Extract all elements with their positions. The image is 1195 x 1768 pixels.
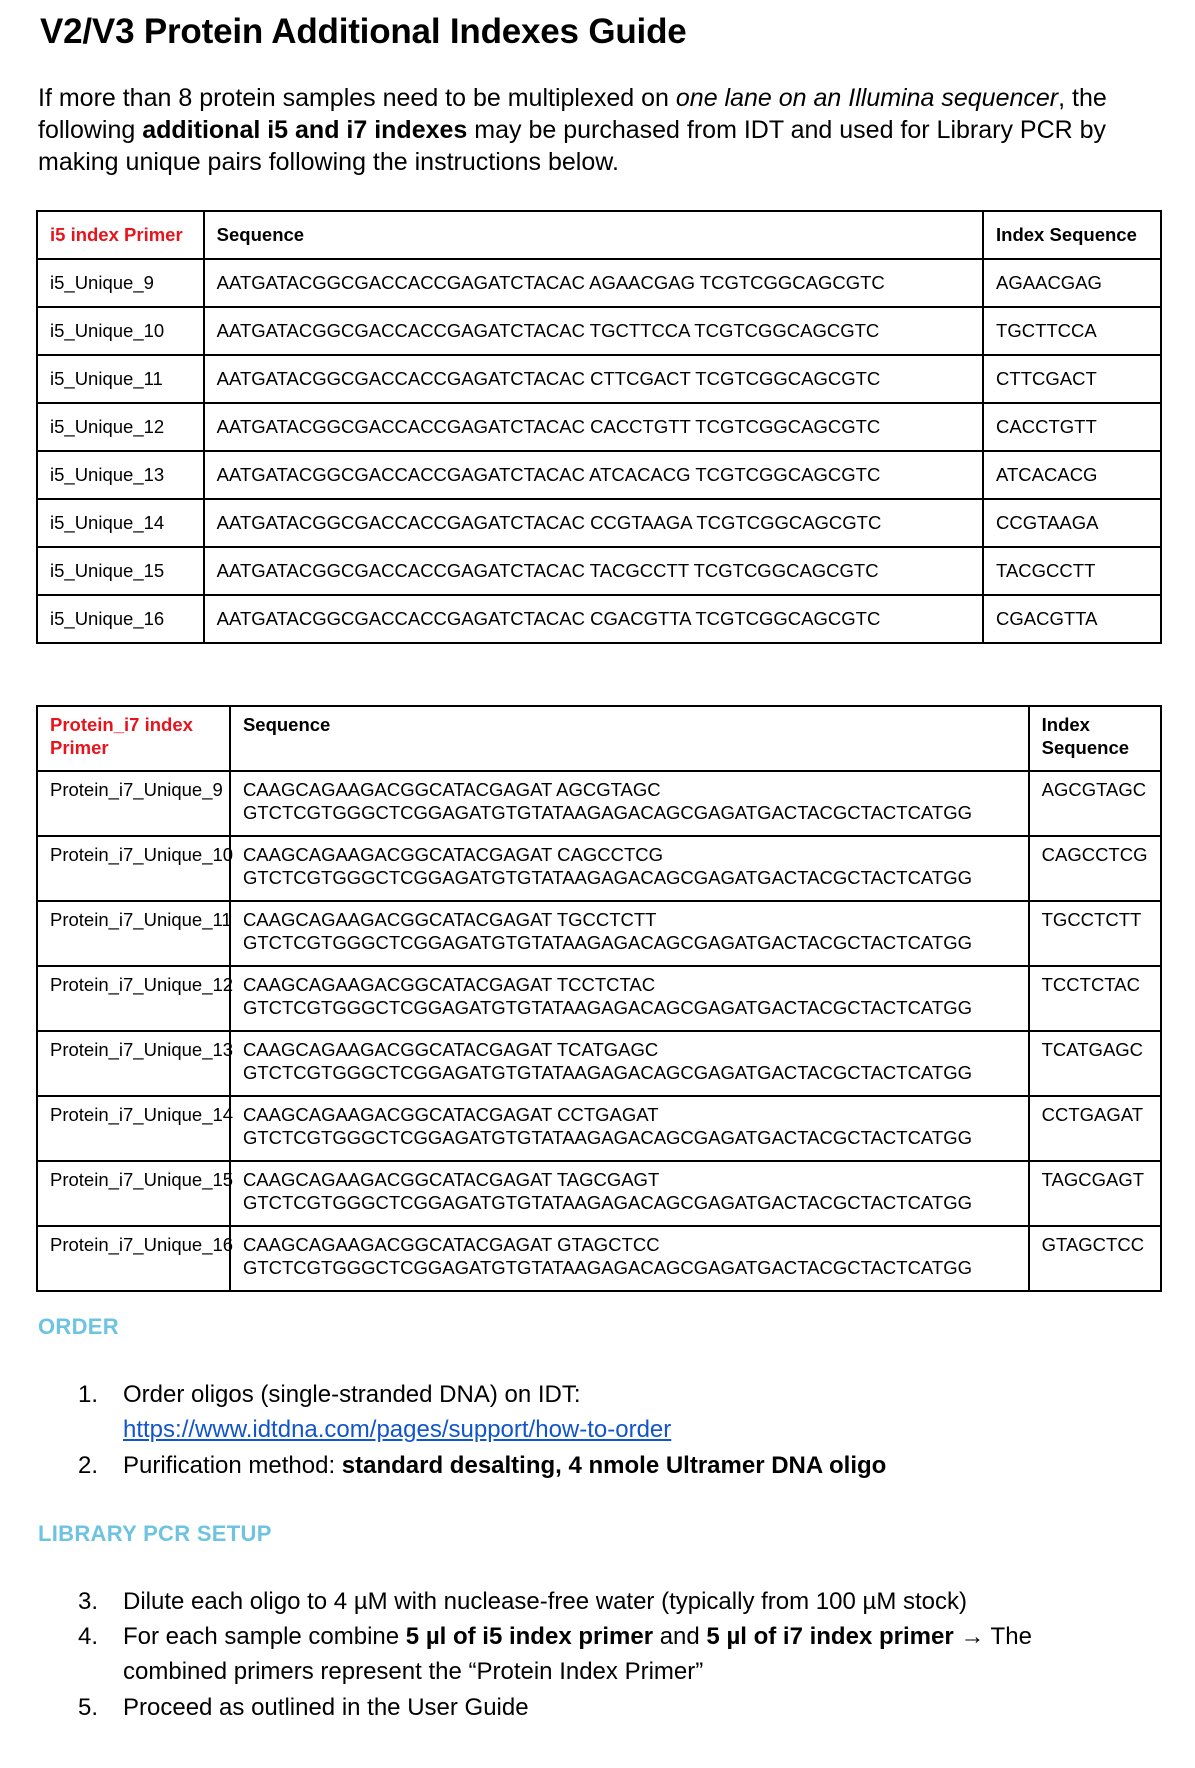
i7-index-table bbox=[36, 705, 1162, 1292]
table-row bbox=[37, 547, 1161, 595]
cell-sequence: AATGATACGGCGACCACCGAGATCTACAC CTTCGACT TCGTCGGCAGCGTC bbox=[204, 355, 983, 403]
table-row bbox=[37, 836, 1161, 901]
cell-index-sequence: TAGCGAGT bbox=[1029, 1161, 1161, 1226]
cell-primer-name: Protein_i7_Unique_12 bbox=[37, 966, 230, 1031]
col-header-primer: Protein_i7 index Primer bbox=[37, 706, 230, 771]
cell-primer-name: Protein_i7_Unique_13 bbox=[37, 1031, 230, 1096]
step-number: 3. bbox=[78, 1588, 99, 1615]
table-row bbox=[37, 355, 1161, 403]
step-text: Dilute each oligo to 4 µM with nuclease-free water (typically from 100 µM stock) bbox=[123, 1588, 967, 1615]
step-number: 1. bbox=[78, 1381, 99, 1408]
cell-index-sequence: CGACGTTA bbox=[983, 595, 1161, 643]
intro-bold: additional i5 and i7 indexes bbox=[142, 116, 468, 144]
cell-primer-name: i5_Unique_11 bbox=[37, 355, 204, 403]
table-row bbox=[37, 1096, 1161, 1161]
cell-index-sequence: TGCCTCTT bbox=[1029, 901, 1161, 966]
cell-primer-name: Protein_i7_Unique_9 bbox=[37, 771, 230, 836]
table-row bbox=[37, 451, 1161, 499]
col-header-sequence: Sequence bbox=[230, 706, 1029, 771]
table-row bbox=[37, 307, 1161, 355]
cell-primer-name: Protein_i7_Unique_16 bbox=[37, 1226, 230, 1291]
step-text bbox=[123, 1448, 1123, 1483]
cell-primer-name: Protein_i7_Unique_14 bbox=[37, 1096, 230, 1161]
cell-primer-name: i5_Unique_14 bbox=[37, 499, 204, 547]
order-heading: ORDER bbox=[38, 1314, 119, 1339]
step-text-plain: → The combined primers represent the “Protein Index Primer” bbox=[123, 1623, 1032, 1685]
step-text: Proceed as outlined in the User Guide bbox=[123, 1694, 529, 1721]
table-row bbox=[37, 771, 1161, 836]
table-row bbox=[37, 1226, 1161, 1291]
cell-sequence: CAAGCAGAAGACGGCATACGAGAT TCCTCTAC GTCTCGTGGGCTCGGAGATGTGTATAAGAGACAGCGAGATGACTACGCTACTCATGG bbox=[230, 966, 1029, 1031]
library-pcr-heading: LIBRARY PCR SETUP bbox=[38, 1521, 272, 1546]
cell-primer-name: i5_Unique_9 bbox=[37, 259, 204, 307]
cell-primer-name: Protein_i7_Unique_11 bbox=[37, 901, 230, 966]
cell-index-sequence: AGAACGAG bbox=[983, 259, 1161, 307]
cell-index-sequence: CCGTAAGA bbox=[983, 499, 1161, 547]
cell-primer-name: i5_Unique_13 bbox=[37, 451, 204, 499]
cell-index-sequence: TACGCCTT bbox=[983, 547, 1161, 595]
cell-index-sequence: CCTGAGAT bbox=[1029, 1096, 1161, 1161]
step-text bbox=[123, 1619, 1043, 1689]
cell-index-sequence: GTAGCTCC bbox=[1029, 1226, 1161, 1291]
table-row bbox=[37, 901, 1161, 966]
intro-paragraph bbox=[38, 82, 1168, 178]
step-number: 4. bbox=[78, 1623, 99, 1650]
cell-sequence: CAAGCAGAAGACGGCATACGAGAT TCATGAGC GTCTCGTGGGCTCGGAGATGTGTATAAGAGACAGCGAGATGACTACGCTACTCATGG bbox=[230, 1031, 1029, 1096]
intro-emphasis: one lane on an Illumina sequencer bbox=[675, 84, 1059, 112]
step-text-bold: standard desalting, 4 nmole Ultramer DNA oligo bbox=[341, 1452, 887, 1479]
col-header-index-sequence: Index Sequence bbox=[1029, 706, 1161, 771]
table-row bbox=[37, 1161, 1161, 1226]
cell-index-sequence: CTTCGACT bbox=[983, 355, 1161, 403]
col-header-primer: i5 index Primer bbox=[37, 211, 204, 259]
cell-index-sequence: AGCGTAGC bbox=[1029, 771, 1161, 836]
cell-primer-name: Protein_i7_Unique_15 bbox=[37, 1161, 230, 1226]
table-header-row bbox=[37, 706, 1161, 771]
cell-primer-name: i5_Unique_10 bbox=[37, 307, 204, 355]
cell-primer-name: Protein_i7_Unique_10 bbox=[37, 836, 230, 901]
cell-primer-name: i5_Unique_15 bbox=[37, 547, 204, 595]
table-row bbox=[37, 595, 1161, 643]
table-header-row bbox=[37, 211, 1161, 259]
cell-sequence: CAAGCAGAAGACGGCATACGAGAT GTAGCTCC GTCTCGTGGGCTCGGAGATGTGTATAAGAGACAGCGAGATGACTACGCTACTCATGG bbox=[230, 1226, 1029, 1291]
idt-order-link[interactable]: https://www.idtdna.com/pages/support/how-to-order bbox=[123, 1416, 672, 1443]
step-text: Order oligos (single-stranded DNA) on IDT: bbox=[123, 1381, 581, 1408]
step-number: 5. bbox=[78, 1694, 99, 1721]
table-row bbox=[37, 259, 1161, 307]
cell-index-sequence: TCATGAGC bbox=[1029, 1031, 1161, 1096]
cell-sequence: AATGATACGGCGACCACCGAGATCTACAC CGACGTTA TCGTCGGCAGCGTC bbox=[204, 595, 983, 643]
step-text-bold: 5 µl of i7 index primer bbox=[706, 1623, 954, 1650]
step-text-plain: and bbox=[653, 1623, 707, 1650]
intro-text-2: , the following bbox=[38, 84, 1107, 144]
cell-index-sequence: TCCTCTAC bbox=[1029, 966, 1161, 1031]
cell-sequence: CAAGCAGAAGACGGCATACGAGAT AGCGTAGC GTCTCGTGGGCTCGGAGATGTGTATAAGAGACAGCGAGATGACTACGCTACTCATGG bbox=[230, 771, 1029, 836]
cell-sequence: CAAGCAGAAGACGGCATACGAGAT TGCCTCTT GTCTCGTGGGCTCGGAGATGTGTATAAGAGACAGCGAGATGACTACGCTACTCATGG bbox=[230, 901, 1029, 966]
step-text-bold: 5 µl of i5 index primer bbox=[405, 1623, 654, 1650]
step-text-plain: Purification method: bbox=[123, 1452, 342, 1479]
step-number: 2. bbox=[78, 1452, 99, 1479]
table-row bbox=[37, 966, 1161, 1031]
i5-table-body bbox=[37, 259, 1161, 643]
intro-text-3: may be purchased from IDT and used for Library PCR by making unique pairs following the instructions below. bbox=[38, 116, 1107, 176]
cell-sequence: AATGATACGGCGACCACCGAGATCTACAC TGCTTCCA TCGTCGGCAGCGTC bbox=[204, 307, 983, 355]
table-row bbox=[37, 499, 1161, 547]
cell-index-sequence: ATCACACG bbox=[983, 451, 1161, 499]
cell-primer-name: i5_Unique_12 bbox=[37, 403, 204, 451]
i5-index-table bbox=[36, 210, 1162, 644]
cell-index-sequence: CAGCCTCG bbox=[1029, 836, 1161, 901]
cell-sequence: AATGATACGGCGACCACCGAGATCTACAC ATCACACG TCGTCGGCAGCGTC bbox=[204, 451, 983, 499]
page-title: V2/V3 Protein Additional Indexes Guide bbox=[40, 12, 687, 51]
cell-sequence: AATGATACGGCGACCACCGAGATCTACAC CCGTAAGA TCGTCGGCAGCGTC bbox=[204, 499, 983, 547]
cell-sequence: CAAGCAGAAGACGGCATACGAGAT CCTGAGAT GTCTCGTGGGCTCGGAGATGTGTATAAGAGACAGCGAGATGACTACGCTACTCATGG bbox=[230, 1096, 1029, 1161]
intro-text-1: If more than 8 protein samples need to be multiplexed on bbox=[38, 84, 676, 112]
cell-sequence: CAAGCAGAAGACGGCATACGAGAT CAGCCTCG GTCTCGTGGGCTCGGAGATGTGTATAAGAGACAGCGAGATGACTACGCTACTCATGG bbox=[230, 836, 1029, 901]
cell-primer-name: i5_Unique_16 bbox=[37, 595, 204, 643]
cell-index-sequence: CACCTGTT bbox=[983, 403, 1161, 451]
cell-sequence: AATGATACGGCGACCACCGAGATCTACAC CACCTGTT TCGTCGGCAGCGTC bbox=[204, 403, 983, 451]
table-row bbox=[37, 1031, 1161, 1096]
cell-sequence: CAAGCAGAAGACGGCATACGAGAT TAGCGAGT GTCTCGTGGGCTCGGAGATGTGTATAAGAGACAGCGAGATGACTACGCTACTCATGG bbox=[230, 1161, 1029, 1226]
step-text-plain: For each sample combine bbox=[123, 1623, 406, 1650]
col-header-sequence: Sequence bbox=[204, 211, 983, 259]
i7-table-body bbox=[37, 771, 1161, 1291]
cell-sequence: AATGATACGGCGACCACCGAGATCTACAC TACGCCTT TCGTCGGCAGCGTC bbox=[204, 547, 983, 595]
table-row bbox=[37, 403, 1161, 451]
col-header-index-sequence: Index Sequence bbox=[983, 211, 1161, 259]
cell-sequence: AATGATACGGCGACCACCGAGATCTACAC AGAACGAG TCGTCGGCAGCGTC bbox=[204, 259, 983, 307]
cell-index-sequence: TGCTTCCA bbox=[983, 307, 1161, 355]
